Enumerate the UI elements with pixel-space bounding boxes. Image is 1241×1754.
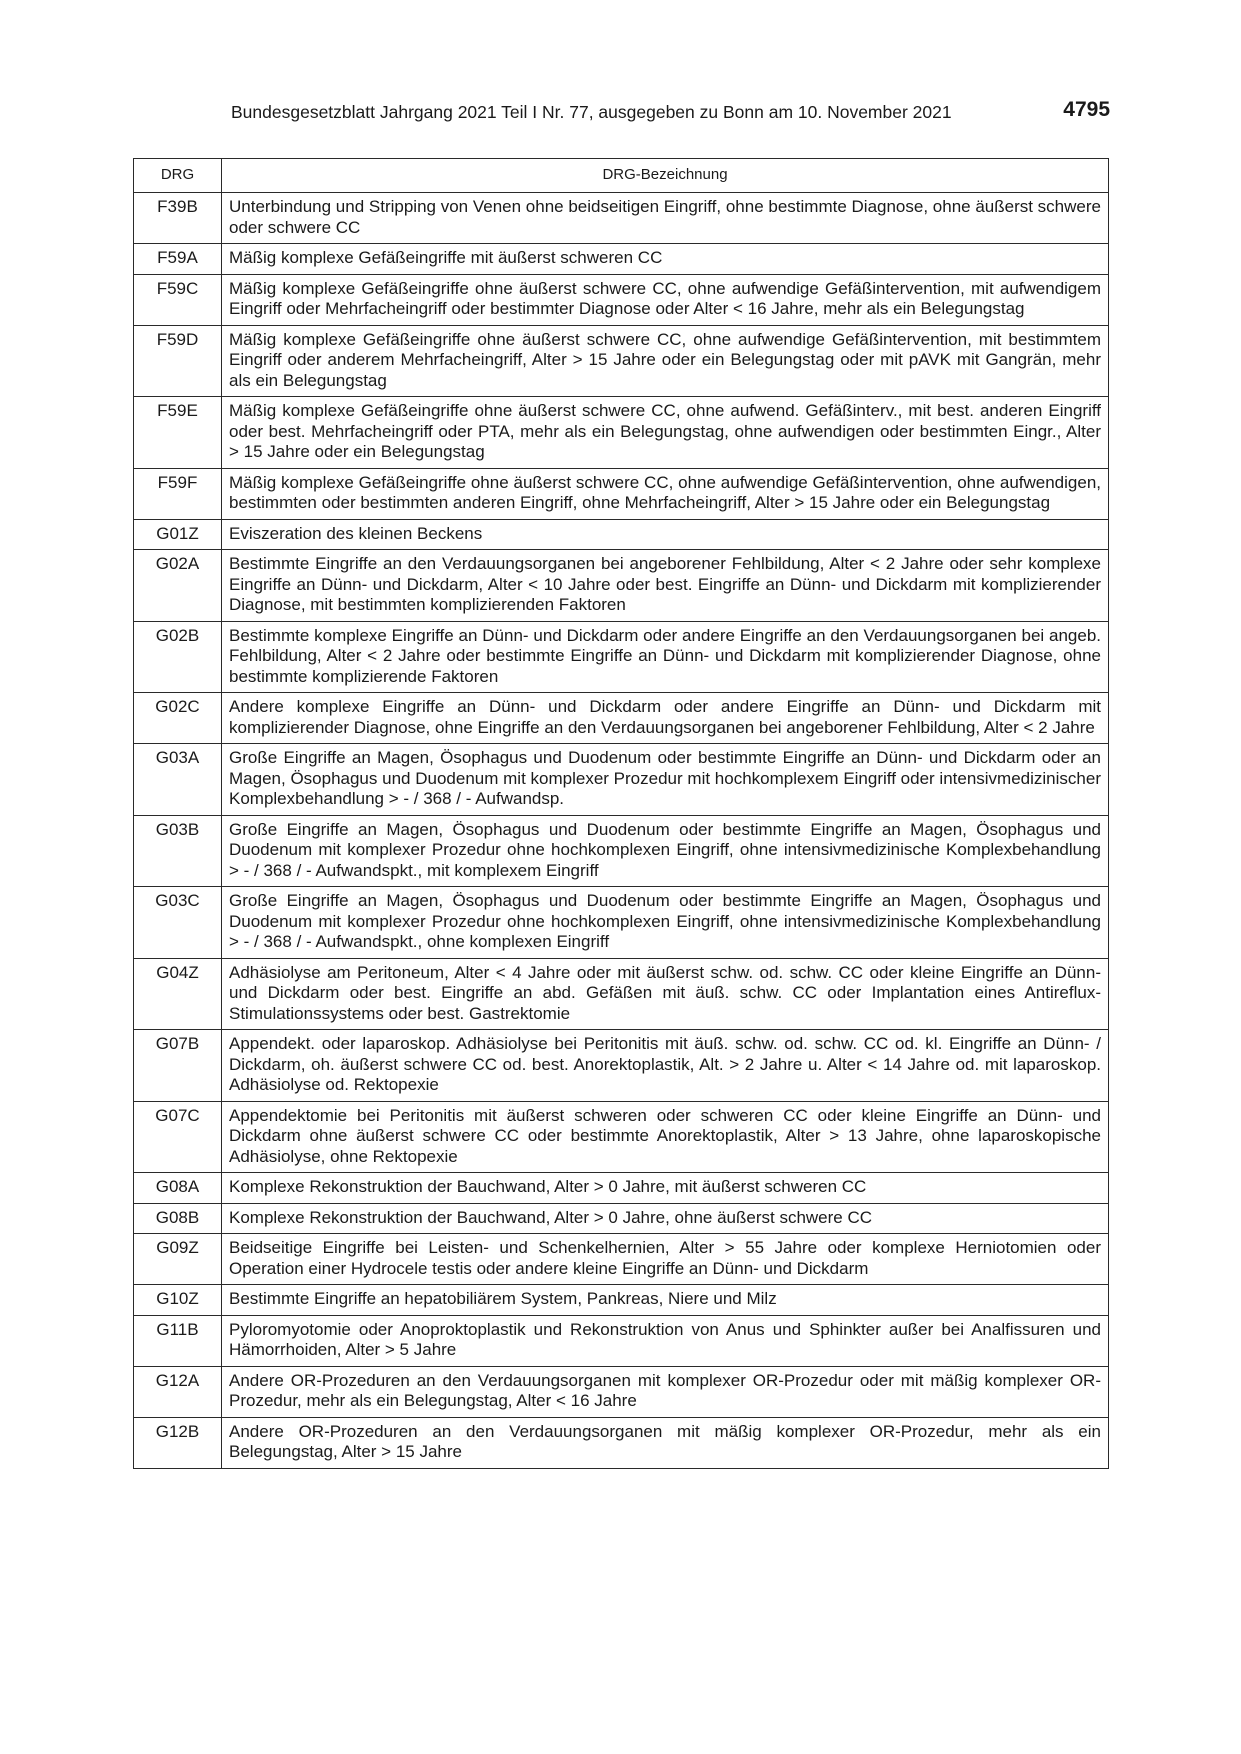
page-number: 4795 <box>1063 98 1110 121</box>
drg-code: G03B <box>134 815 222 887</box>
table-row <box>134 397 1109 469</box>
drg-code: G07C <box>134 1101 222 1173</box>
drg-code: G10Z <box>134 1285 222 1316</box>
drg-code: G04Z <box>134 958 222 1030</box>
drg-description: Bestimmte Eingriffe an den Verdauungsorganen bei angeborener Fehlbildung, Alter < 2 Jahre oder sehr komplexe Eingriffe an Dünn- und Dickdarm, Alter < 10 Jahre oder best. Eingriffe an Dünn- und Dickdarm mit komplizierender Diagnose, mit bestimmten komplizierenden Faktoren <box>222 550 1109 622</box>
table-row <box>134 1234 1109 1285</box>
drg-code: F59D <box>134 325 222 397</box>
drg-description: Große Eingriffe an Magen, Ösophagus und Duodenum oder bestimmte Eingriffe an Dünn- und Dickdarm oder an Magen, Ösophagus und Duodenum mit komplexer Prozedur mit hochkomplexem Eingriff oder intensivmedizinischer Komplexbehandlung > - / 368 / - Aufwandsp. <box>222 744 1109 816</box>
drg-description: Andere OR-Prozeduren an den Verdauungsorganen mit komplexer OR-Prozedur oder mit mäßig komplexer OR-Prozedur, mehr als ein Belegungstag, Alter < 16 Jahre <box>222 1366 1109 1417</box>
drg-description: Andere komplexe Eingriffe an Dünn- und Dickdarm oder andere Eingriffe an Dünn- und Dickdarm mit komplizierender Diagnose, ohne Eingriffe an den Verdauungsorganen bei angeborener Fehlbildung, Alter < 2 Jahre <box>222 693 1109 744</box>
table-row <box>134 468 1109 519</box>
drg-description: Eviszeration des kleinen Beckens <box>222 519 1109 550</box>
table-row <box>134 550 1109 622</box>
drg-description: Komplexe Rekonstruktion der Bauchwand, Alter > 0 Jahre, ohne äußerst schwere CC <box>222 1203 1109 1234</box>
drg-description: Mäßig komplexe Gefäßeingriffe ohne äußerst schwere CC, ohne aufwend. Gefäßinterv., mit best. anderen Eingriff oder best. Mehrfacheingriff oder PTA, mehr als ein Belegungstag, ohne aufwendigen oder bestimmten Eingr., Alter > 15 Jahre oder ein Belegungstag <box>222 397 1109 469</box>
drg-description: Bestimmte Eingriffe an hepatobiliärem System, Pankreas, Niere und Milz <box>222 1285 1109 1316</box>
table-row <box>134 1285 1109 1316</box>
drg-description: Andere OR-Prozeduren an den Verdauungsorganen mit mäßig komplexer OR-Prozedur, mehr als ein Belegungstag, Alter > 15 Jahre <box>222 1417 1109 1468</box>
drg-description: Große Eingriffe an Magen, Ösophagus und Duodenum oder bestimmte Eingriffe an Magen, Ösophagus und Duodenum mit komplexer Prozedur ohne hochkomplexen Eingriff, ohne intensivmedizinische Komplexbehandlung > - / 368 / - Aufwandspkt., ohne komplexen Eingriff <box>222 887 1109 959</box>
drg-code: G08A <box>134 1173 222 1204</box>
page-header <box>131 98 1110 128</box>
drg-description: Appendektomie bei Peritonitis mit äußerst schweren oder schweren CC oder kleine Eingriffe an Dünn- und Dickdarm ohne äußerst schwere CC oder bestimmte Anorektoplastik, Alter > 13 Jahre, ohne laparoskopische Adhäsiolyse, ohne Rektopexie <box>222 1101 1109 1173</box>
drg-description: Mäßig komplexe Gefäßeingriffe mit äußerst schweren CC <box>222 244 1109 275</box>
drg-description: Beidseitige Eingriffe bei Leisten- und Schenkelhernien, Alter > 55 Jahre oder komplexe Herniotomien oder Operation einer Hydrocele testis oder andere kleine Eingriffe an Dünn- und Dickdarm <box>222 1234 1109 1285</box>
drg-description: Komplexe Rekonstruktion der Bauchwand, Alter > 0 Jahre, mit äußerst schweren CC <box>222 1173 1109 1204</box>
drg-description: Unterbindung und Stripping von Venen ohne beidseitigen Eingriff, ohne bestimmte Diagnose, ohne äußerst schwere oder schwere CC <box>222 193 1109 244</box>
drg-code: F59F <box>134 468 222 519</box>
drg-code: G02B <box>134 621 222 693</box>
drg-code: G08B <box>134 1203 222 1234</box>
column-header-drg: DRG <box>134 159 222 193</box>
drg-description: Adhäsiolyse am Peritoneum, Alter < 4 Jahre oder mit äußerst schw. od. schw. CC oder kleine Eingriffe an Dünn- und Dickdarm oder best. Eingriffe an abd. Gefäßen mit äuß. schw. CC oder Implantation eines Antireflux-Stimulationssystems oder best. Gastrektomie <box>222 958 1109 1030</box>
column-header-description: DRG-Bezeichnung <box>222 159 1109 193</box>
table-row <box>134 1203 1109 1234</box>
drg-code: G02C <box>134 693 222 744</box>
drg-code: G03C <box>134 887 222 959</box>
table-row <box>134 621 1109 693</box>
drg-code: G01Z <box>134 519 222 550</box>
table-row <box>134 815 1109 887</box>
table-row <box>134 1030 1109 1102</box>
drg-code: G03A <box>134 744 222 816</box>
table-row <box>134 519 1109 550</box>
table-header-row <box>134 159 1109 193</box>
table-row <box>134 958 1109 1030</box>
drg-description: Appendekt. oder laparoskop. Adhäsiolyse bei Peritonitis mit äuß. schw. od. schw. CC od. kl. Eingriffe an Dünn- / Dickdarm, oh. äußerst schwere CC od. best. Anorektoplastik, Alt. > 2 Jahre u. Alter < 14 Jahre od. mit laparoskop. Adhäsiolyse od. Rektopexie <box>222 1030 1109 1102</box>
drg-description: Mäßig komplexe Gefäßeingriffe ohne äußerst schwere CC, ohne aufwendige Gefäßintervention, ohne aufwendigen, bestimmten oder bestimmten anderen Eingriff, ohne Mehrfacheingriff, Alter > 15 Jahre oder ein Belegungstag <box>222 468 1109 519</box>
drg-description: Pyloromyotomie oder Anoproktoplastik und Rekonstruktion von Anus und Sphinkter außer bei Analfissuren und Hämorrhoiden, Alter > 5 Jahre <box>222 1315 1109 1366</box>
table-row <box>134 1173 1109 1204</box>
table-row <box>134 1315 1109 1366</box>
drg-code: G12B <box>134 1417 222 1468</box>
drg-code: G12A <box>134 1366 222 1417</box>
drg-code: F59C <box>134 274 222 325</box>
table-row <box>134 887 1109 959</box>
header-title: Bundesgesetzblatt Jahrgang 2021 Teil I Nr. 77, ausgegeben zu Bonn am 10. November 2021 <box>231 102 952 122</box>
drg-code: G09Z <box>134 1234 222 1285</box>
table-row <box>134 693 1109 744</box>
drg-code: G02A <box>134 550 222 622</box>
table-row <box>134 193 1109 244</box>
drg-description: Mäßig komplexe Gefäßeingriffe ohne äußerst schwere CC, ohne aufwendige Gefäßintervention, mit aufwendigem Eingriff oder Mehrfacheingriff oder bestimmter Diagnose oder Alter < 16 Jahre, mehr als ein Belegungstag <box>222 274 1109 325</box>
drg-code: F39B <box>134 193 222 244</box>
table-row <box>134 244 1109 275</box>
table-body <box>134 193 1109 1469</box>
drg-table <box>133 158 1109 1469</box>
table-row <box>134 1366 1109 1417</box>
drg-code: G07B <box>134 1030 222 1102</box>
table-row <box>134 325 1109 397</box>
drg-description: Große Eingriffe an Magen, Ösophagus und Duodenum oder bestimmte Eingriffe an Magen, Ösophagus und Duodenum mit komplexer Prozedur ohne hochkomplexen Eingriff, ohne intensivmedizinische Komplexbehandlung > - / 368 / - Aufwandspkt., mit komplexem Eingriff <box>222 815 1109 887</box>
table-row <box>134 1417 1109 1468</box>
drg-code: F59E <box>134 397 222 469</box>
drg-code: F59A <box>134 244 222 275</box>
drg-description: Mäßig komplexe Gefäßeingriffe ohne äußerst schwere CC, ohne aufwendige Gefäßintervention, mit bestimmtem Eingriff oder anderem Mehrfacheingriff, Alter > 15 Jahre oder ein Belegungstag oder mit pAVK mit Gangrän, mehr als ein Belegungstag <box>222 325 1109 397</box>
table-row <box>134 1101 1109 1173</box>
drg-code: G11B <box>134 1315 222 1366</box>
table-row <box>134 274 1109 325</box>
table-row <box>134 744 1109 816</box>
drg-description: Bestimmte komplexe Eingriffe an Dünn- und Dickdarm oder andere Eingriffe an den Verdauungsorganen bei angeb. Fehlbildung, Alter < 2 Jahre oder bestimmte Eingriffe an Dünn- und Dickdarm mit komplizierender Diagnose, ohne bestimmte komplizierende Faktoren <box>222 621 1109 693</box>
